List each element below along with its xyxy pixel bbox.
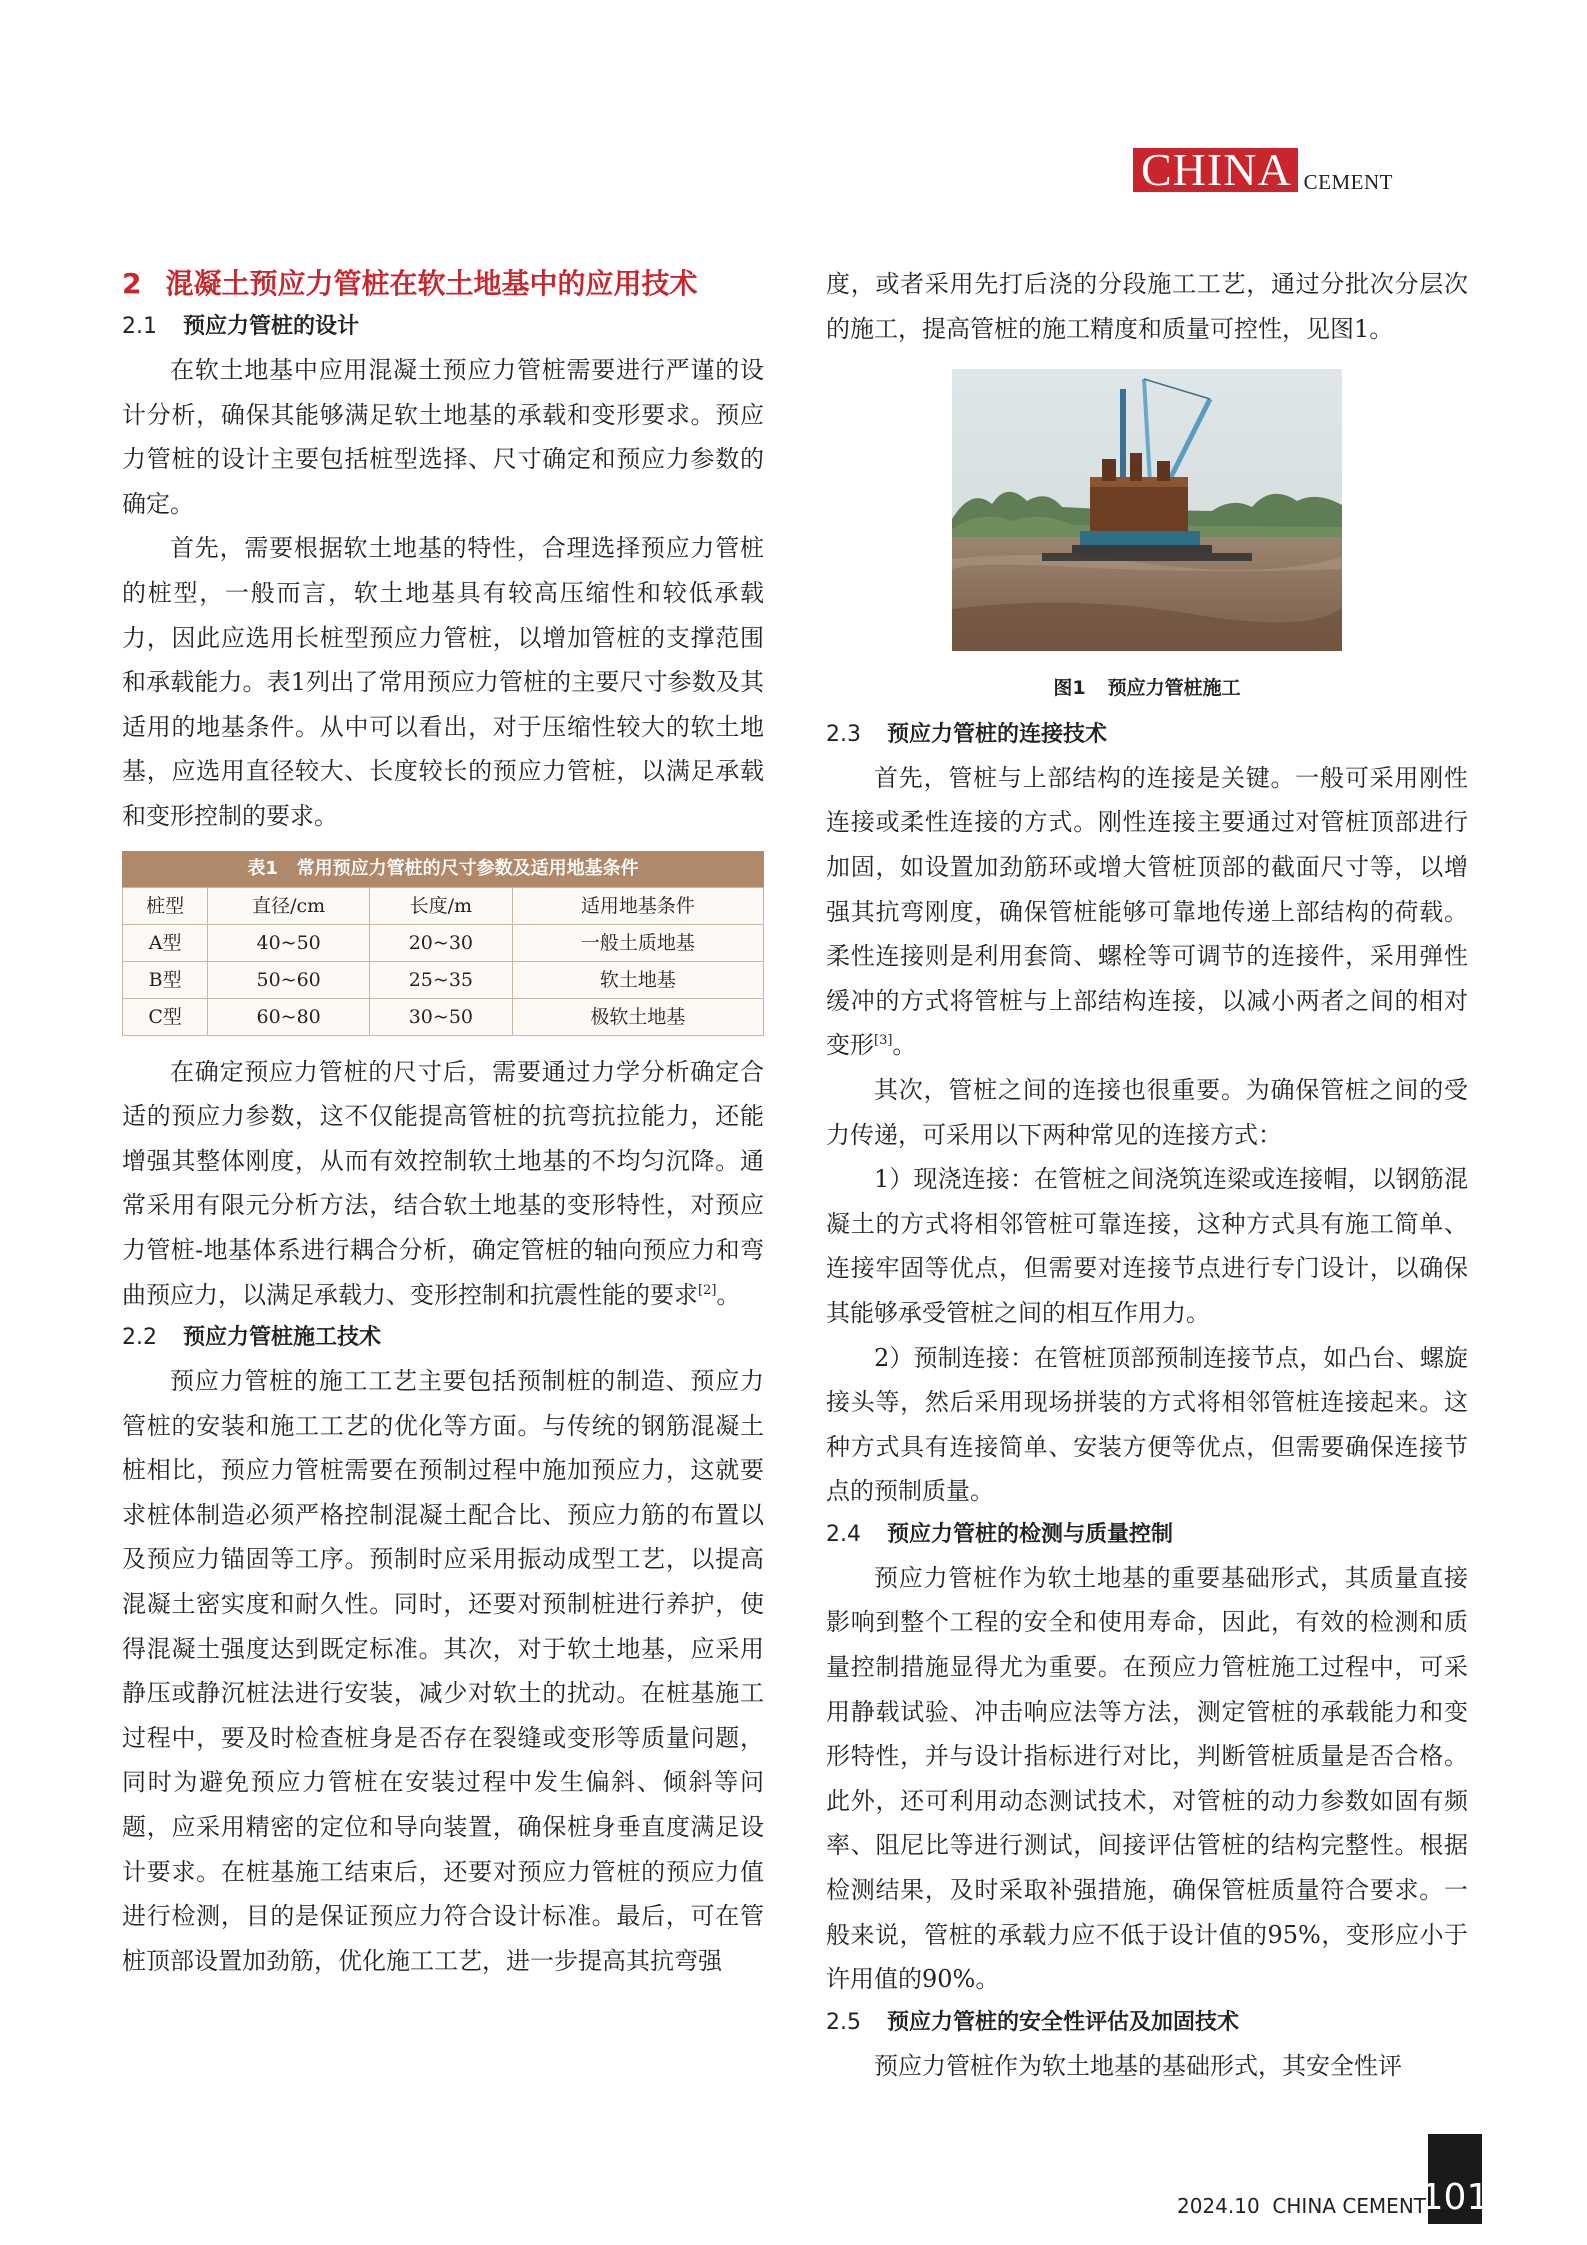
table-row: [123, 998, 764, 1035]
paragraph: 在软土地基中应用混凝土预应力管桩需要进行严谨的设计分析，确保其能够满足软土地基的承载和变形要求。预应力管桩的设计主要包括桩型选择、尺寸确定和预应力参数的确定。: [122, 356, 764, 518]
section-number: 2: [122, 267, 142, 300]
table-cell: B型: [123, 961, 208, 998]
subsection-heading-2-3: [826, 714, 1468, 756]
subsection-number: 2.2: [122, 1325, 157, 1351]
logo-sub: CEMENT: [1303, 170, 1393, 194]
paragraph: 预应力管桩作为软土地基的重要基础形式，其质量直接影响到整个工程的安全和使用寿命，因此，有效的检测和质量控制措施显得尤为重要。在预应力管桩施工过程中，可采用静载试验、冲击响应法等方法，测定管桩的承载能力和变形特性，并与设计指标进行对比，判断管桩质量是否合格。此外，还可利用动态测试技术，对管桩的动力参数如固有频率、阻尼比等进行测试，间接评估管桩的结构完整性。根据检测结果，及时采取补强措施，确保管桩质量符合要求。一般来说，管桩的承载力应不低于设计值的95%，变形应小于许用值的90%。: [826, 1563, 1468, 1994]
paragraph: 1）现浇连接：在管桩之间浇筑连梁或连接帽，以钢筋混凝土的方式将相邻管桩可靠连接，这种方式具有施工简单、连接牢固等优点，但需要对连接节点进行专门设计，以确保其能够承受管桩之间的相互作用力。: [826, 1165, 1468, 1327]
section-heading: [122, 262, 764, 306]
subsection-heading-2-1: [122, 306, 764, 348]
paragraph: 在确定预应力管桩的尺寸后，需要通过力学分析确定合适的预应力参数，这不仅能提高管桩的抗弯抗拉能力，还能增强其整体刚度，从而有效控制软土地基的不均匀沉降。通常采用有限元分析方法，结合软土地基的变形特性，对预应力管桩-地基体系进行耦合分析，确定管桩的轴向预应力和弯曲预应力，以满足承载力、变形控制和抗震性能的要求[2]。: [122, 1057, 764, 1309]
table-cell: 30~50: [370, 998, 513, 1035]
table-cell: 60~80: [208, 998, 370, 1035]
subsection-number: 2.4: [826, 1521, 861, 1547]
figure-title: 预应力管桩施工: [1107, 676, 1241, 699]
table-cell: 20~30: [370, 924, 513, 961]
pile-construction-photo: [952, 369, 1342, 651]
footer-issue: 2024.10 CHINA CEMENT: [1176, 2194, 1426, 2218]
table-header-row: [123, 887, 764, 924]
subsection-title: 预应力管桩的检测与质量控制: [887, 1521, 1174, 1547]
spec-table: [122, 887, 764, 1036]
table-title: 常用预应力管桩的尺寸参数及适用地基条件: [296, 857, 639, 879]
table-row: [123, 924, 764, 961]
table-header-cell: 直径/cm: [208, 887, 370, 924]
right-column: [826, 262, 1468, 2088]
paragraph: 预应力管桩的施工工艺主要包括预制桩的制造、预应力管桩的安装和施工工艺的优化等方面。与传统的钢筋混凝土桩相比，预应力管桩需要在预制过程中施加预应力，这就要求桩体制造必须严格控制混凝土配合比、预应力筋的布置以及预应力锚固等工序。预制时应采用振动成型工艺，以提高混凝土密实度和耐久性。同时，还要对预制桩进行养护，使得混凝土强度达到既定标准。其次，对于软土地基，应采用静压或静沉桩法进行安装，减少对软土的扰动。在桩基施工过程中，要及时检查桩身是否存在裂缝或变形等质量问题，同时为避免预应力管桩在安装过程中发生偏斜、倾斜等问题，应采用精密的定位和导向装置，确保桩身垂直度满足设计要求。在桩基施工结束后，还要对预应力管桩的预应力值进行检测，目的是保证预应力符合设计标准。最后，可在管桩顶部设置加劲筋，优化施工工艺，进一步提高其抗弯强: [122, 1367, 764, 1975]
table-header-cell: 桩型: [123, 887, 208, 924]
table-label: 表1: [247, 857, 278, 879]
table-header-cell: 长度/m: [370, 887, 513, 924]
subsection-number: 2.5: [826, 2009, 861, 2035]
table-1: [122, 851, 764, 1036]
logo-main: CHINA: [1133, 148, 1298, 192]
table-cell: 一般土质地基: [512, 924, 763, 961]
subsection-number: 2.1: [122, 314, 157, 339]
subsection-number: 2.3: [826, 721, 861, 747]
table-row: [123, 961, 764, 998]
table-caption: [122, 851, 764, 887]
page-number: 101: [1428, 2134, 1482, 2224]
figure-label: 图1: [1053, 676, 1086, 699]
table-header-cell: 适用地基条件: [512, 887, 763, 924]
table-cell: C型: [123, 998, 208, 1035]
figure-1: [826, 369, 1468, 708]
paragraph-continued: 度，或者采用先打后浇的分段施工工艺，通过分批次分层次的施工，提高管桩的施工精度和质量可控性，见图1。: [826, 270, 1468, 343]
subsection-title: 预应力管桩的设计: [183, 314, 360, 339]
paragraph: 预应力管桩作为软土地基的基础形式，其安全性评: [874, 2051, 1402, 2080]
table-cell: 40~50: [208, 924, 370, 961]
table-cell: 25~35: [370, 961, 513, 998]
paragraph: 其次，管桩之间的连接也很重要。为确保管桩之间的受力传递，可采用以下两种常见的连接方式：: [826, 1075, 1468, 1149]
left-column: [122, 262, 764, 1983]
table-cell: 软土地基: [512, 961, 763, 998]
subsection-title: 预应力管桩的安全性评估及加固技术: [887, 2009, 1240, 2035]
reference-mark: [2]: [698, 1282, 717, 1298]
table-cell: 极软土地基: [512, 998, 763, 1035]
section-title: 混凝土预应力管桩在软土地基中的应用技术: [165, 267, 698, 300]
table-cell: 50~60: [208, 961, 370, 998]
journal-logo: [1133, 144, 1393, 195]
subsection-heading-2-2: [122, 1317, 764, 1359]
figure-caption: [826, 668, 1468, 708]
paragraph: 首先，管桩与上部结构的连接是关键。一般可采用刚性连接或柔性连接的方式。刚性连接主要通过对管桩顶部进行加固，如设置加劲筋环或增大管桩顶部的截面尺寸等，以增强其抗弯刚度，确保管桩能够可靠地传递上部结构的荷载。柔性连接则是利用套筒、螺栓等可调节的连接件，采用弹性缓冲的方式将管桩与上部结构连接，以减小两者之间的相对变形[3]。: [826, 763, 1468, 1060]
subsection-heading-2-5: [826, 2002, 1468, 2044]
table-cell: A型: [123, 924, 208, 961]
paragraph: 首先，需要根据软土地基的特性，合理选择预应力管桩的桩型，一般而言，软土地基具有较高压缩性和较低承载力，因此应选用长桩型预应力管桩，以增加管桩的支撑范围和承载能力。表1列出了常用预应力管桩的主要尺寸参数及其适用的地基条件。从中可以看出，对于压缩性较大的软土地基，应选用直径较大、长度较长的预应力管桩，以满足承载和变形控制的要求。: [122, 534, 764, 830]
page-footer: [1176, 2134, 1490, 2224]
reference-mark: [3]: [874, 1033, 893, 1049]
subsection-title: 预应力管桩施工技术: [183, 1325, 382, 1351]
paragraph: 2）预制连接：在管桩顶部预制连接节点，如凸台、螺旋接头等，然后采用现场拼装的方式将相邻管桩连接起来。这种方式具有连接简单、安装方便等优点，但需要确保连接节点的预制质量。: [826, 1343, 1468, 1506]
subsection-heading-2-4: [826, 1514, 1468, 1556]
subsection-title: 预应力管桩的连接技术: [887, 721, 1108, 747]
